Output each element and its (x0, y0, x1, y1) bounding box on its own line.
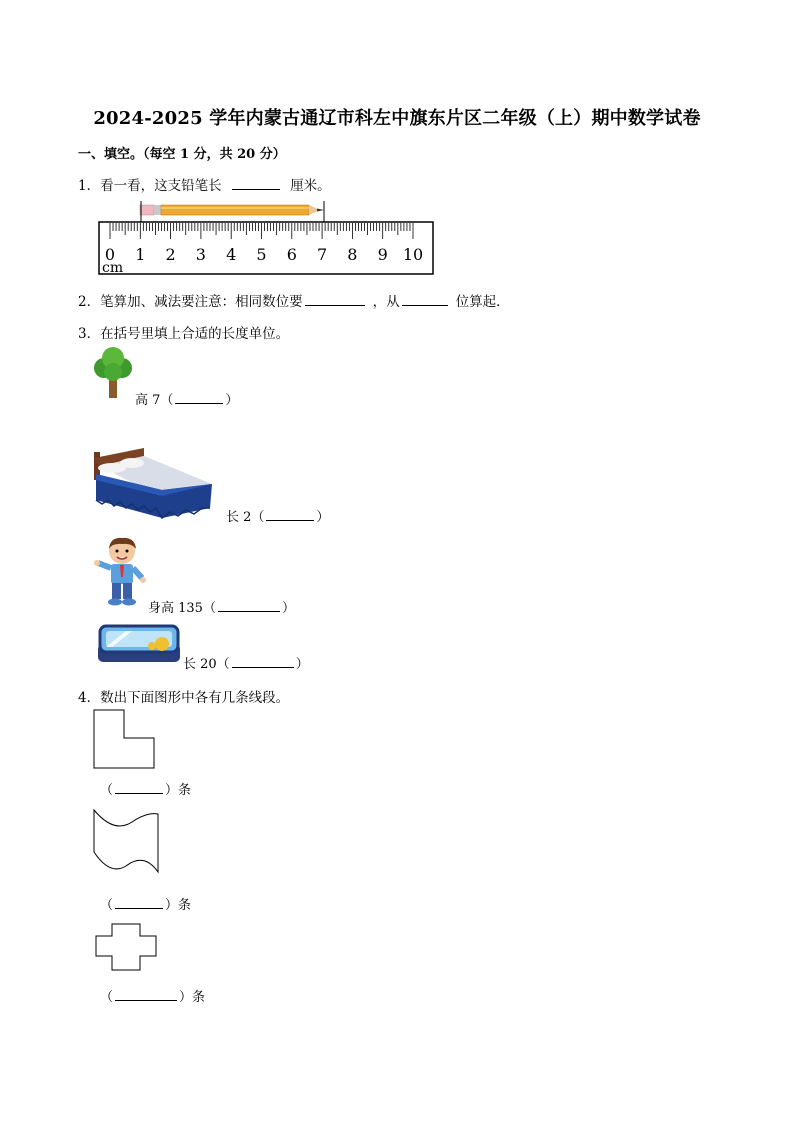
question-1-suffix: 厘米。 (290, 178, 331, 194)
answer-blank[interactable] (305, 293, 365, 306)
ruler-svg (98, 198, 434, 276)
ruler-number: 4 (226, 245, 237, 264)
answer-blank[interactable] (115, 781, 163, 794)
ruler-number: 2 (165, 245, 176, 264)
answer-blank[interactable] (402, 293, 448, 306)
segment-answer-2: （ ）条 (100, 898, 192, 913)
answer-blank[interactable] (232, 177, 280, 190)
question-2-mid: ，从 (372, 294, 400, 310)
tree-icon (92, 346, 134, 398)
ruler-number: 8 (347, 245, 358, 264)
cross-shape-figure (92, 922, 160, 972)
unit-item-1: 高 7（ ） (135, 393, 239, 408)
pencil-case-icon (96, 622, 182, 666)
unit-item-4: 长 20（ ） (183, 657, 309, 672)
ruler-number: 3 (195, 245, 206, 264)
answer-blank[interactable] (218, 599, 280, 612)
unit-item-3: 身高 135（ ） (148, 601, 295, 616)
question-1 (78, 174, 331, 194)
wave-shape-figure (92, 808, 162, 876)
question-2-suffix: 位算起． (455, 294, 510, 310)
answer-blank[interactable] (115, 988, 177, 1001)
question-2-text: 2．笔算加、减法要注意：相同数位要 (78, 294, 303, 310)
ruler-unit: cm (102, 260, 124, 276)
ruler-number: 6 (286, 245, 297, 264)
answer-blank[interactable] (266, 508, 314, 521)
boy-icon (92, 535, 148, 607)
ruler-number: 5 (256, 245, 267, 264)
l-shape-figure (92, 708, 156, 770)
question-4: 4．数出下面图形中各有几条线段。 (78, 690, 290, 706)
segment-answer-1: （ ）条 (100, 783, 192, 798)
segment-answer-3: （ ）条 (100, 990, 206, 1005)
ruler-number: 0 (104, 245, 116, 264)
answer-blank[interactable] (232, 655, 294, 668)
pencil-icon (140, 205, 324, 215)
answer-blank[interactable] (115, 896, 163, 909)
question-2 (78, 290, 510, 310)
ruler-number: 7 (317, 245, 328, 264)
page-title: 2024-2025 学年内蒙古通辽市科左中旗东片区二年级（上）期中数学试卷 (93, 108, 701, 129)
unit-item-2: 长 2（ ） (226, 510, 330, 525)
ruler-number: 9 (377, 245, 388, 264)
bed-icon (92, 446, 214, 520)
ruler-number: 10 (402, 245, 424, 264)
ruler-number: 1 (135, 245, 146, 264)
answer-blank[interactable] (175, 391, 223, 404)
question-3: 3．在括号里填上合适的长度单位。 (78, 326, 290, 342)
section-heading: 一、填空。（每空 1 分，共 20 分） (78, 147, 286, 162)
question-1-text: 1．看一看，这支铅笔长 (78, 178, 222, 194)
ruler-figure (98, 198, 434, 276)
